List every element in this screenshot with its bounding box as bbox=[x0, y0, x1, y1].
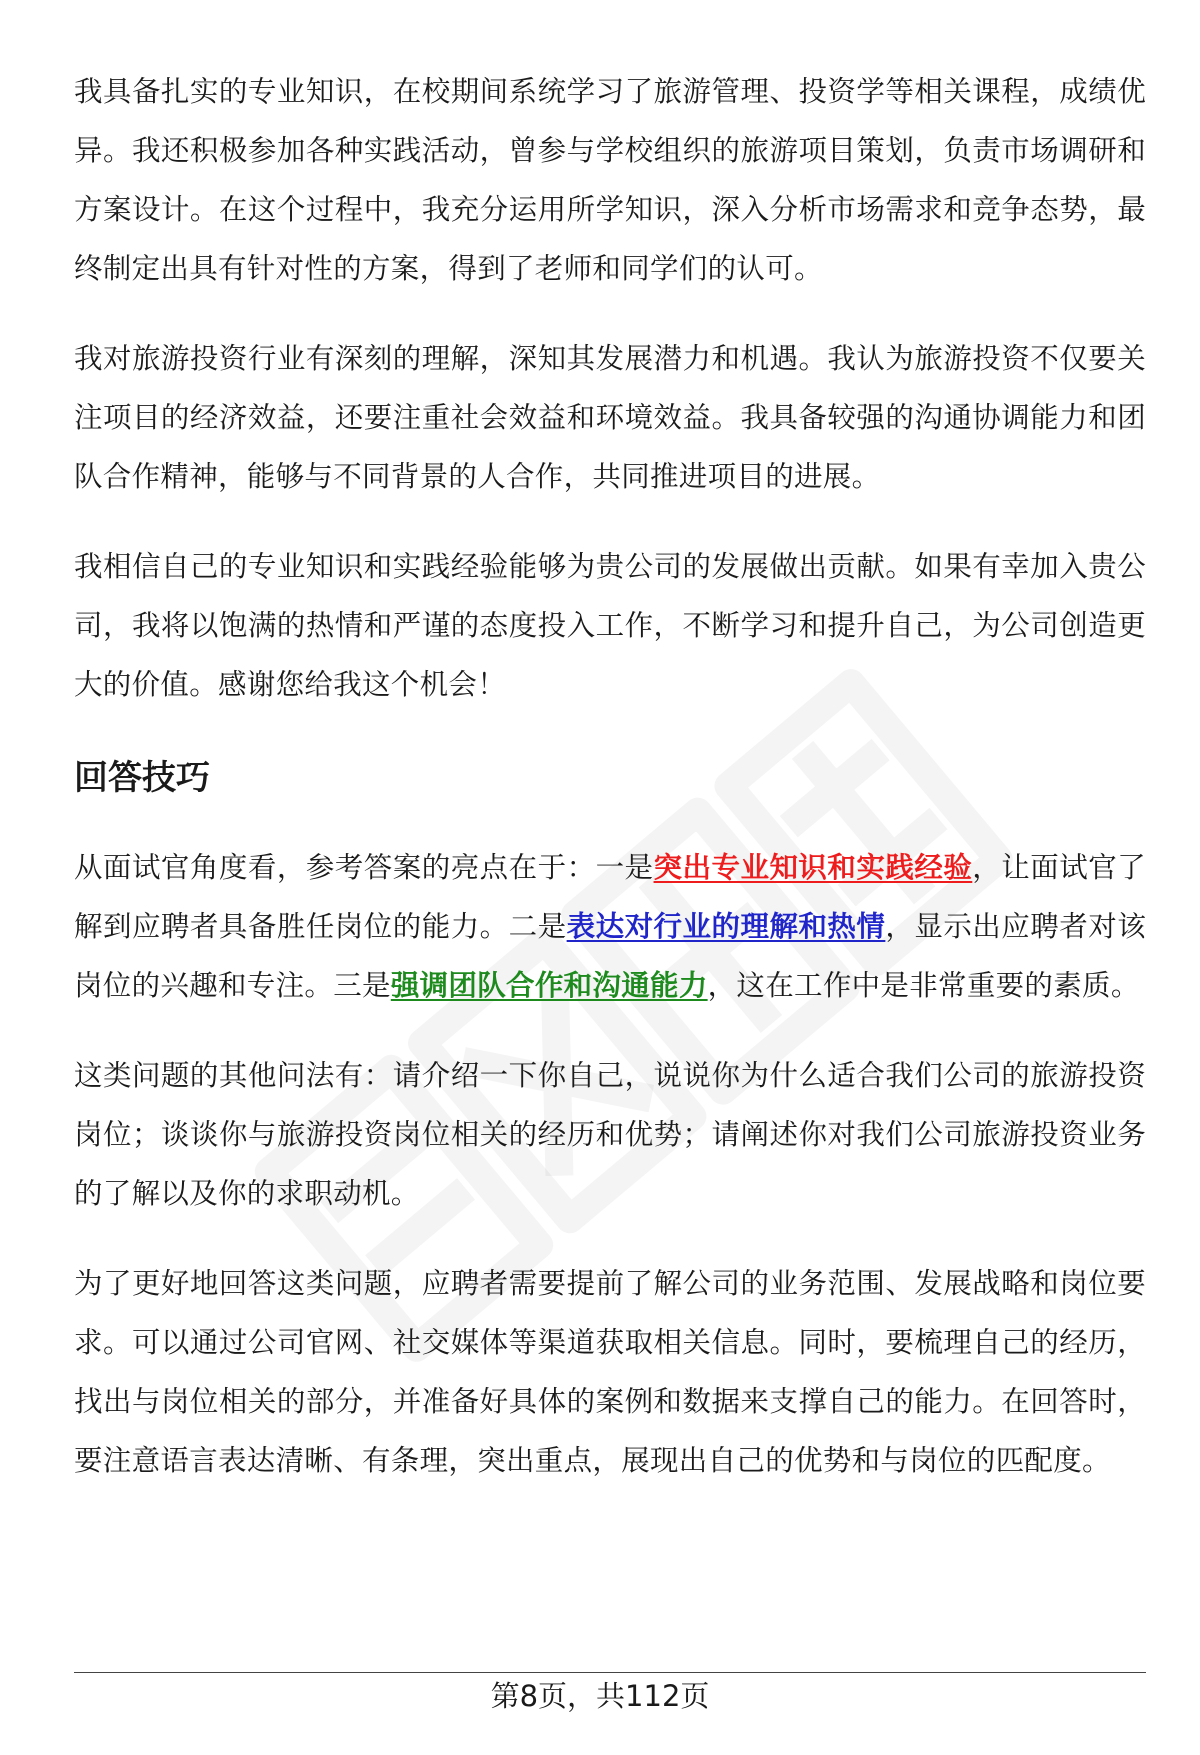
body-paragraph-2: 我对旅游投资行业有深刻的理解，深知其发展潜力和机遇。我认为旅游投资不仅要关注项目的经济效益，还要注重社会效益和环境效益。我具备较强的沟通协调能力和团队合作精神，能够与不同背景的人合作，共同推进项目的进展。 bbox=[74, 342, 1146, 493]
other-questions-paragraph: 这类问题的其他问法有：请介绍一下你自己，说说你为什么适合我们公司的旅游投资岗位；谈谈你与旅游投资岗位相关的经历和优势；请阐述你对我们公司旅游投资业务的了解以及你的求职动机。 bbox=[74, 1059, 1146, 1210]
advice-paragraph: 为了更好地回答这类问题，应聘者需要提前了解公司的业务范围、发展战略和岗位要求。可以通过公司官网、社交媒体等渠道获取相关信息。同时，要梳理自己的经历，找出与岗位相关的部分，并准备好具体的案例和数据来支撑自己的能力。在回答时，要注意语言表达清晰、有条理，突出重点，展现出自己的优势和与岗位的匹配度。 bbox=[74, 1267, 1146, 1477]
highlight-red: 突出专业知识和实践经验 bbox=[653, 851, 973, 884]
highlight-green: 强调团队合作和沟通能力 bbox=[390, 969, 708, 1002]
document-page bbox=[74, 62, 1146, 1521]
tips-text-2: ，让面试官了解到应聘者具备胜任岗位的能力。二是 bbox=[74, 851, 1146, 943]
tips-text-3: ，显示出应聘者对该岗位的兴趣和专注。三是 bbox=[74, 910, 1146, 1002]
body-paragraph-1: 我具备扎实的专业知识，在校期间系统学习了旅游管理、投资学等相关课程，成绩优异。我还积极参加各种实践活动，曾参与学校组织的旅游项目策划，负责市场调研和方案设计。在这个过程中，我充分运用所学知识，深入分析市场需求和竞争态势，最终制定出具有针对性的方案，得到了老师和同学们的认可。 bbox=[74, 75, 1146, 285]
section-heading: 回答技巧 bbox=[74, 758, 210, 798]
tips-text-4: ，这在工作中是非常重要的素质。 bbox=[707, 969, 1140, 1002]
body-paragraph-3: 我相信自己的专业知识和实践经验能够为贵公司的发展做出贡献。如果有幸加入贵公司，我将以饱满的热情和严谨的态度投入工作，不断学习和提升自己，为公司创造更大的价值。感谢您给我这个机会！ bbox=[74, 550, 1146, 701]
footer-divider bbox=[74, 1672, 1146, 1673]
tips-highlights-paragraph bbox=[74, 838, 1146, 1015]
tips-text-1: 从面试官角度看，参考答案的亮点在于：一是 bbox=[74, 851, 654, 884]
highlight-blue: 表达对行业的理解和热情 bbox=[566, 910, 886, 943]
page-number: 第8页，共112页 bbox=[490, 1679, 710, 1713]
